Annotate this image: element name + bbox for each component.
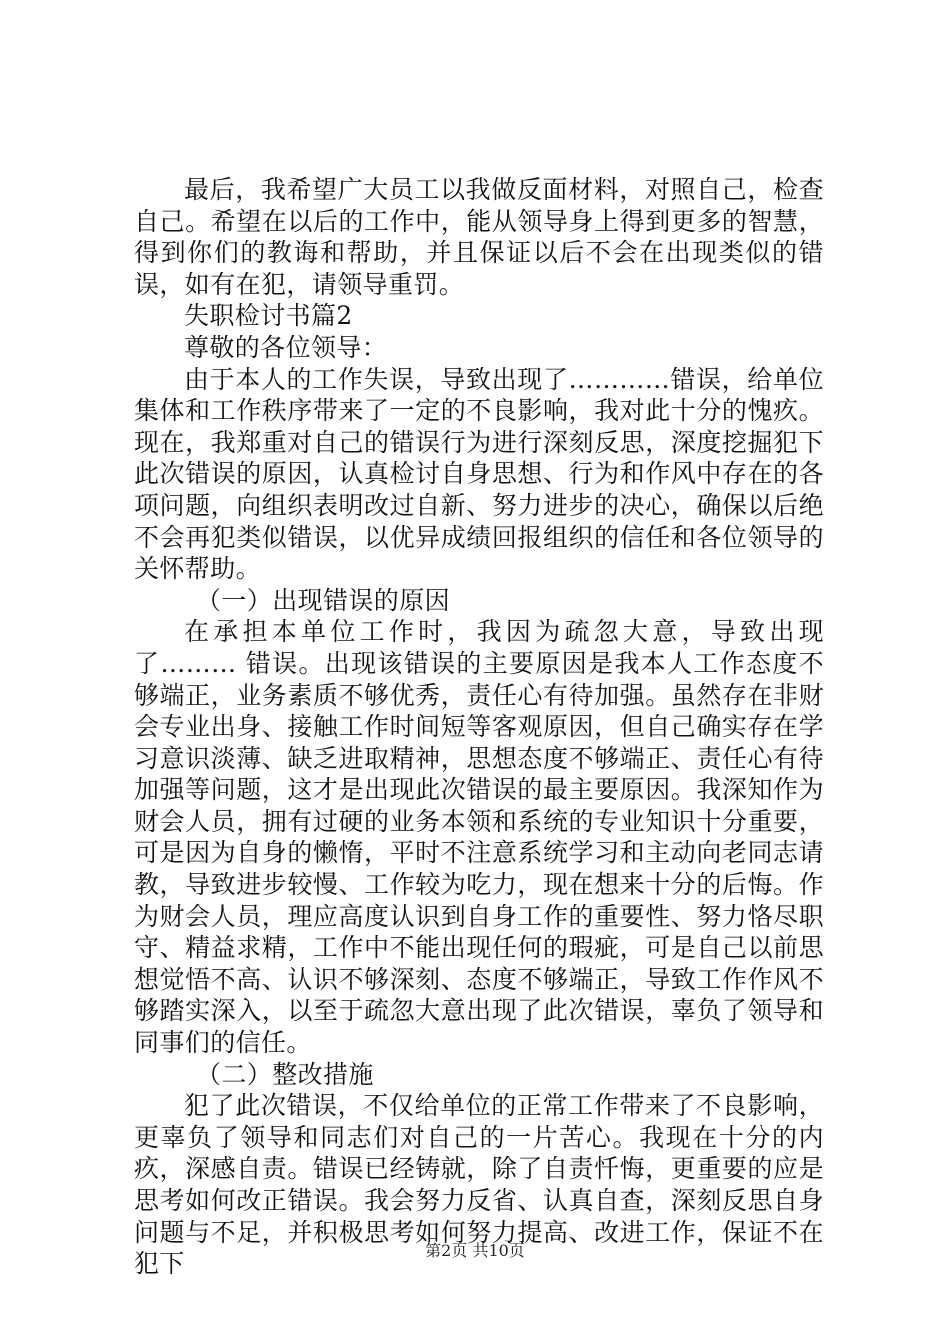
intro-paragraph: 由于本人的工作失误，导致出现了…………错误，给单位集体和工作秩序带来了一定的不良影响，我对此十分的愧疚。现在，我郑重对自己的错误行为进行深刻反思，深度挖掘犯下此次错误的原因，认真检讨自身思想、行为和作风中存在的各项问题，向组织表明改过自新、努力进步的决心，确保以后绝不会再犯类似错误，以优异成绩回报组织的信任和各位领导的关怀帮助。 xyxy=(134,364,824,584)
section-heading-causes: （一）出现错误的原因 xyxy=(196,585,451,615)
salutation: 尊敬的各位领导： xyxy=(184,332,388,362)
causes-paragraph: 在承担本单位工作时，我因为疏忽大意，导致出现了……… 错误。出现该错误的主要原因是我本人工作态度不够端正，业务素质不够优秀，责任心有待加强。虽然存在非财会专业出身、接触工作时间短等客观原因，但自己确实存在学习意识淡薄、缺乏进取精神，思想态度不够端正、责任心有待加强等问题，这才是出现此次错误的最主要原因。我深知作为财会人员，拥有过硬的业务本领和系统的专业知识十分重要，可是因为自身的懒惰，平时不注意系统学习和主动向老同志请教，导致进步较慢、工作较为吃力，现在想来十分的后悔。作为财会人员，理应高度认识到自身工作的重要性、努力恪尽职守、精益求精，工作中不能出现任何的瑕疵，可是自己以前思想觉悟不高、认识不够深刻、态度不够端正，导致工作作风不够踏实深入，以至于疏忽大意出现了此次错误，辜负了领导和同事们的信任。 xyxy=(134,617,824,1058)
section-title: 失职检讨书篇2 xyxy=(184,301,353,331)
page-footer: 第2页 共10页 xyxy=(425,1241,525,1260)
section-heading-measures: （二）整改措施 xyxy=(196,1059,374,1089)
document-body xyxy=(134,174,824,1280)
closing-paragraph: 最后，我希望广大员工以我做反面材料，对照自己，检查自己。希望在以后的工作中，能从领导身上得到更多的智慧，得到你们的教诲和帮助，并且保证以后不会在出现类似的错误，如有在犯，请领导重罚。 xyxy=(134,175,824,299)
measures-paragraph: 犯了此次错误，不仅给单位的正常工作带来了不良影响，更辜负了领导和同志们对自己的一片苦心。我现在十分的内疚，深感自责。错误已经铸就，除了自责忏悔，更重要的应是思考如何改正错误。我会努力反省、认真自查，深刻反思自身问题与不足，并积极思考如何努力提高、改进工作，保证不在犯下 xyxy=(134,1091,824,1279)
